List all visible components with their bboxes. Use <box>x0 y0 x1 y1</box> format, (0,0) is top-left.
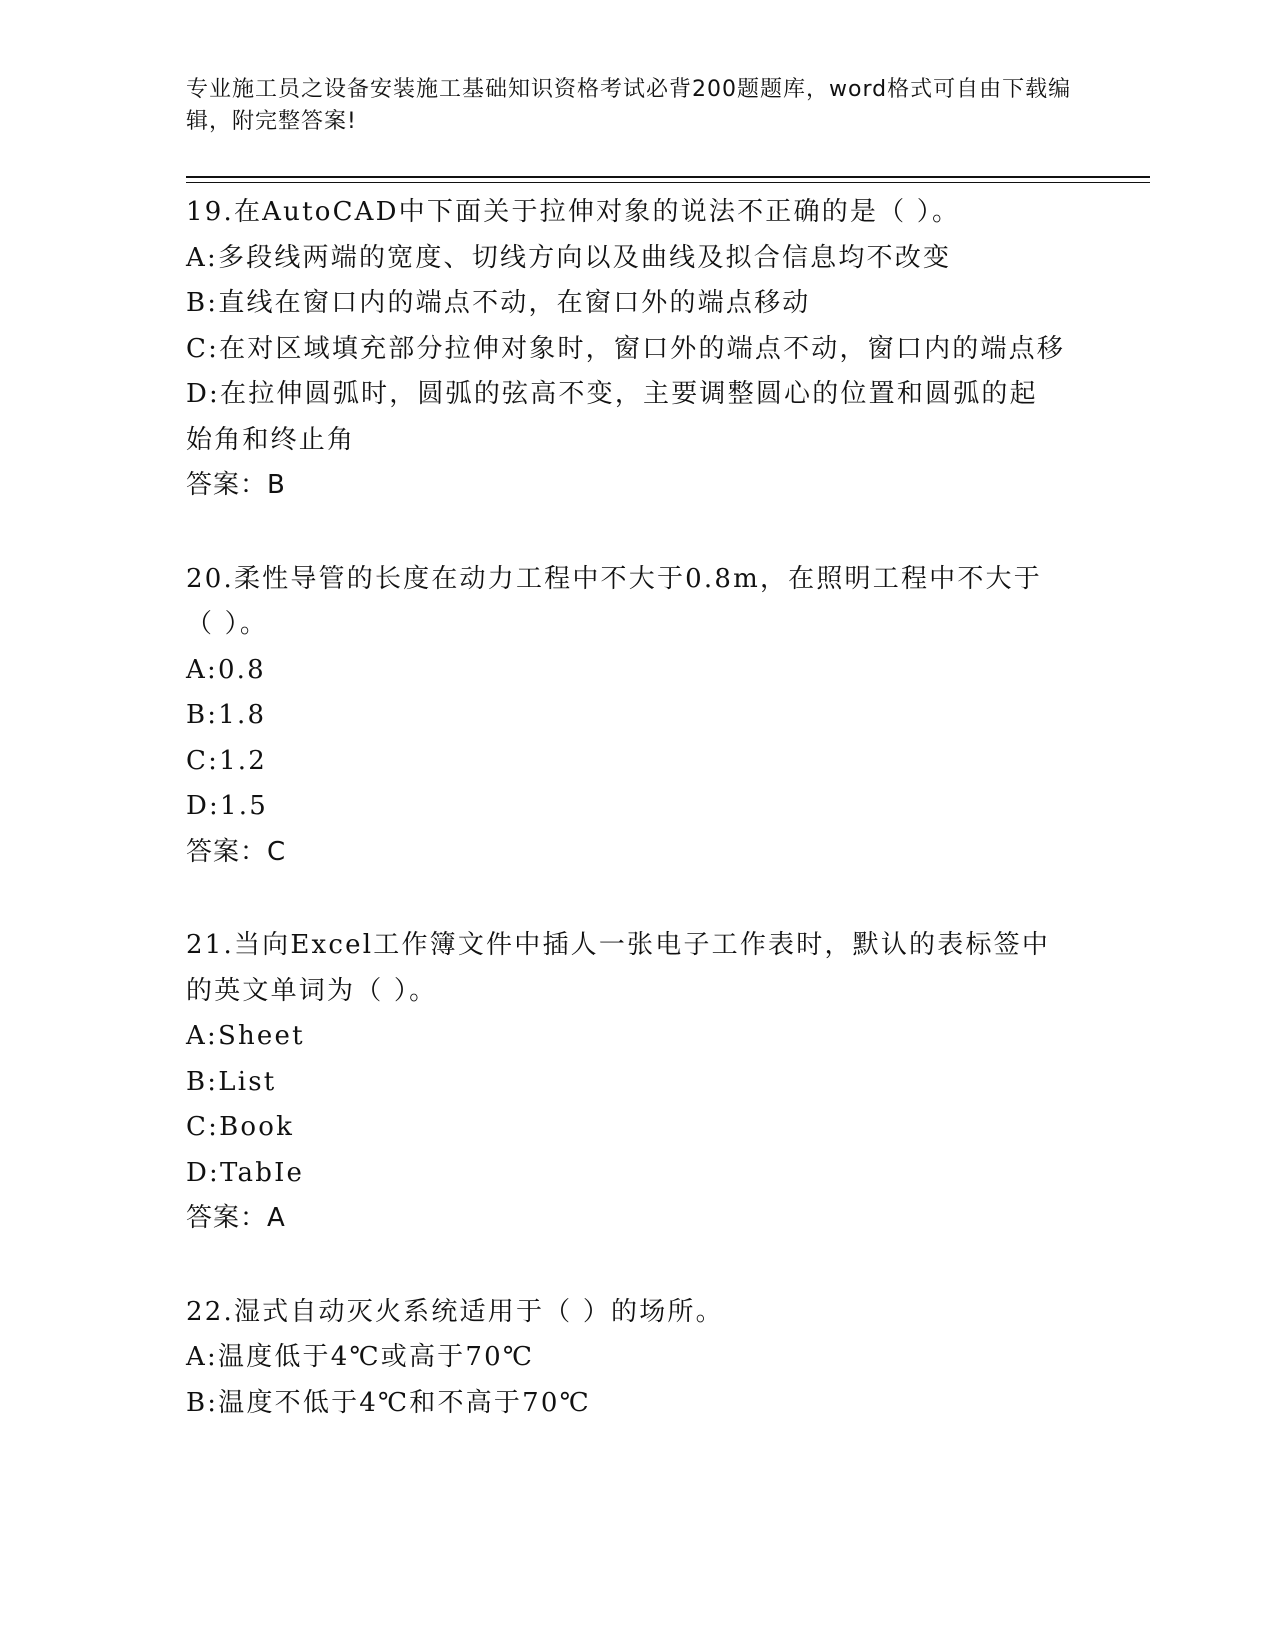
answer-line: 答案：C <box>186 836 287 867</box>
option-text: List <box>218 1066 277 1097</box>
option-b <box>186 1381 1066 1427</box>
question-list <box>186 190 1066 1474</box>
question-20 <box>186 557 1066 876</box>
option-letter: C: <box>186 1112 220 1142</box>
option-text: 在对区域填充部分拉伸对象时，窗口外的端点不动，窗口内的端点移 <box>219 333 1066 364</box>
question-stem: 19.在AutoCAD中下面关于拉伸对象的说法不正确的是（ ）。 <box>186 197 961 227</box>
answer-line: 答案：B <box>186 470 286 500</box>
option-a <box>186 236 1066 282</box>
option-d <box>186 372 1066 463</box>
option-text: 温度低于4℃或高于70℃ <box>217 1342 535 1372</box>
option-letter: D: <box>186 379 221 409</box>
option-letter: A: <box>186 242 218 273</box>
question-21 <box>186 923 1066 1242</box>
option-text: Sheet <box>217 1021 305 1051</box>
option-text: 1.8 <box>218 700 267 730</box>
option-c <box>186 739 1066 785</box>
question-19 <box>186 190 1066 509</box>
option-a <box>186 1014 1066 1060</box>
option-c <box>186 1105 1066 1151</box>
option-letter: A: <box>186 1021 218 1051</box>
option-letter: B: <box>186 288 219 318</box>
answer-line: 答案：A <box>186 1203 286 1233</box>
option-letter: C: <box>186 745 220 776</box>
option-letter: B: <box>186 1066 219 1097</box>
option-letter: D: <box>186 1157 221 1188</box>
option-d <box>186 1151 1066 1197</box>
option-d <box>186 784 1066 830</box>
option-text: 直线在窗口内的端点不动，在窗口外的端点移动 <box>218 288 811 318</box>
header-divider-thin <box>186 182 1150 183</box>
option-text: 1.5 <box>220 791 268 821</box>
option-b <box>186 693 1066 739</box>
option-letter: A: <box>186 1342 218 1372</box>
option-text: 温度不低于4℃和不高于70℃ <box>218 1387 591 1418</box>
question-stem: 21.当向Excel工作簿文件中插人一张电子工作表时，默认的表标签中的英文单词为（ ）。 <box>186 930 1051 1006</box>
option-b <box>186 281 1066 327</box>
option-text: 1.2 <box>219 745 268 776</box>
question-22 <box>186 1290 1066 1427</box>
question-stem: 22.湿式自动灭火系统适用于（ ）的场所。 <box>186 1296 724 1327</box>
option-a <box>186 648 1066 694</box>
option-letter: A: <box>186 654 218 685</box>
option-letter: B: <box>186 1387 219 1418</box>
option-a <box>186 1335 1066 1381</box>
option-text: 0.8 <box>217 654 266 685</box>
option-letter: C: <box>186 333 220 364</box>
option-text: TabIe <box>220 1157 305 1188</box>
option-b <box>186 1060 1066 1106</box>
option-c <box>186 327 1066 373</box>
option-letter: B: <box>186 700 219 730</box>
option-letter: D: <box>186 791 221 821</box>
option-text: 在拉伸圆弧时，圆弧的弦高不变，主要调整圆心的位置和圆弧的起始角和终止角 <box>186 379 1038 455</box>
question-stem: 20.柔性导管的长度在动力工程中不大于0.8m，在照明工程中不大于（ ）。 <box>186 563 1042 639</box>
document-header-note: 专业施工员之设备安装施工基础知识资格考试必背200题题库，word格式可自由下载编辑，附完整答案! <box>186 77 1072 134</box>
header-divider-thick <box>186 176 1150 178</box>
option-text: Book <box>219 1112 295 1142</box>
option-text: 多段线两端的宽度、切线方向以及曲线及拟合信息均不改变 <box>217 242 952 273</box>
